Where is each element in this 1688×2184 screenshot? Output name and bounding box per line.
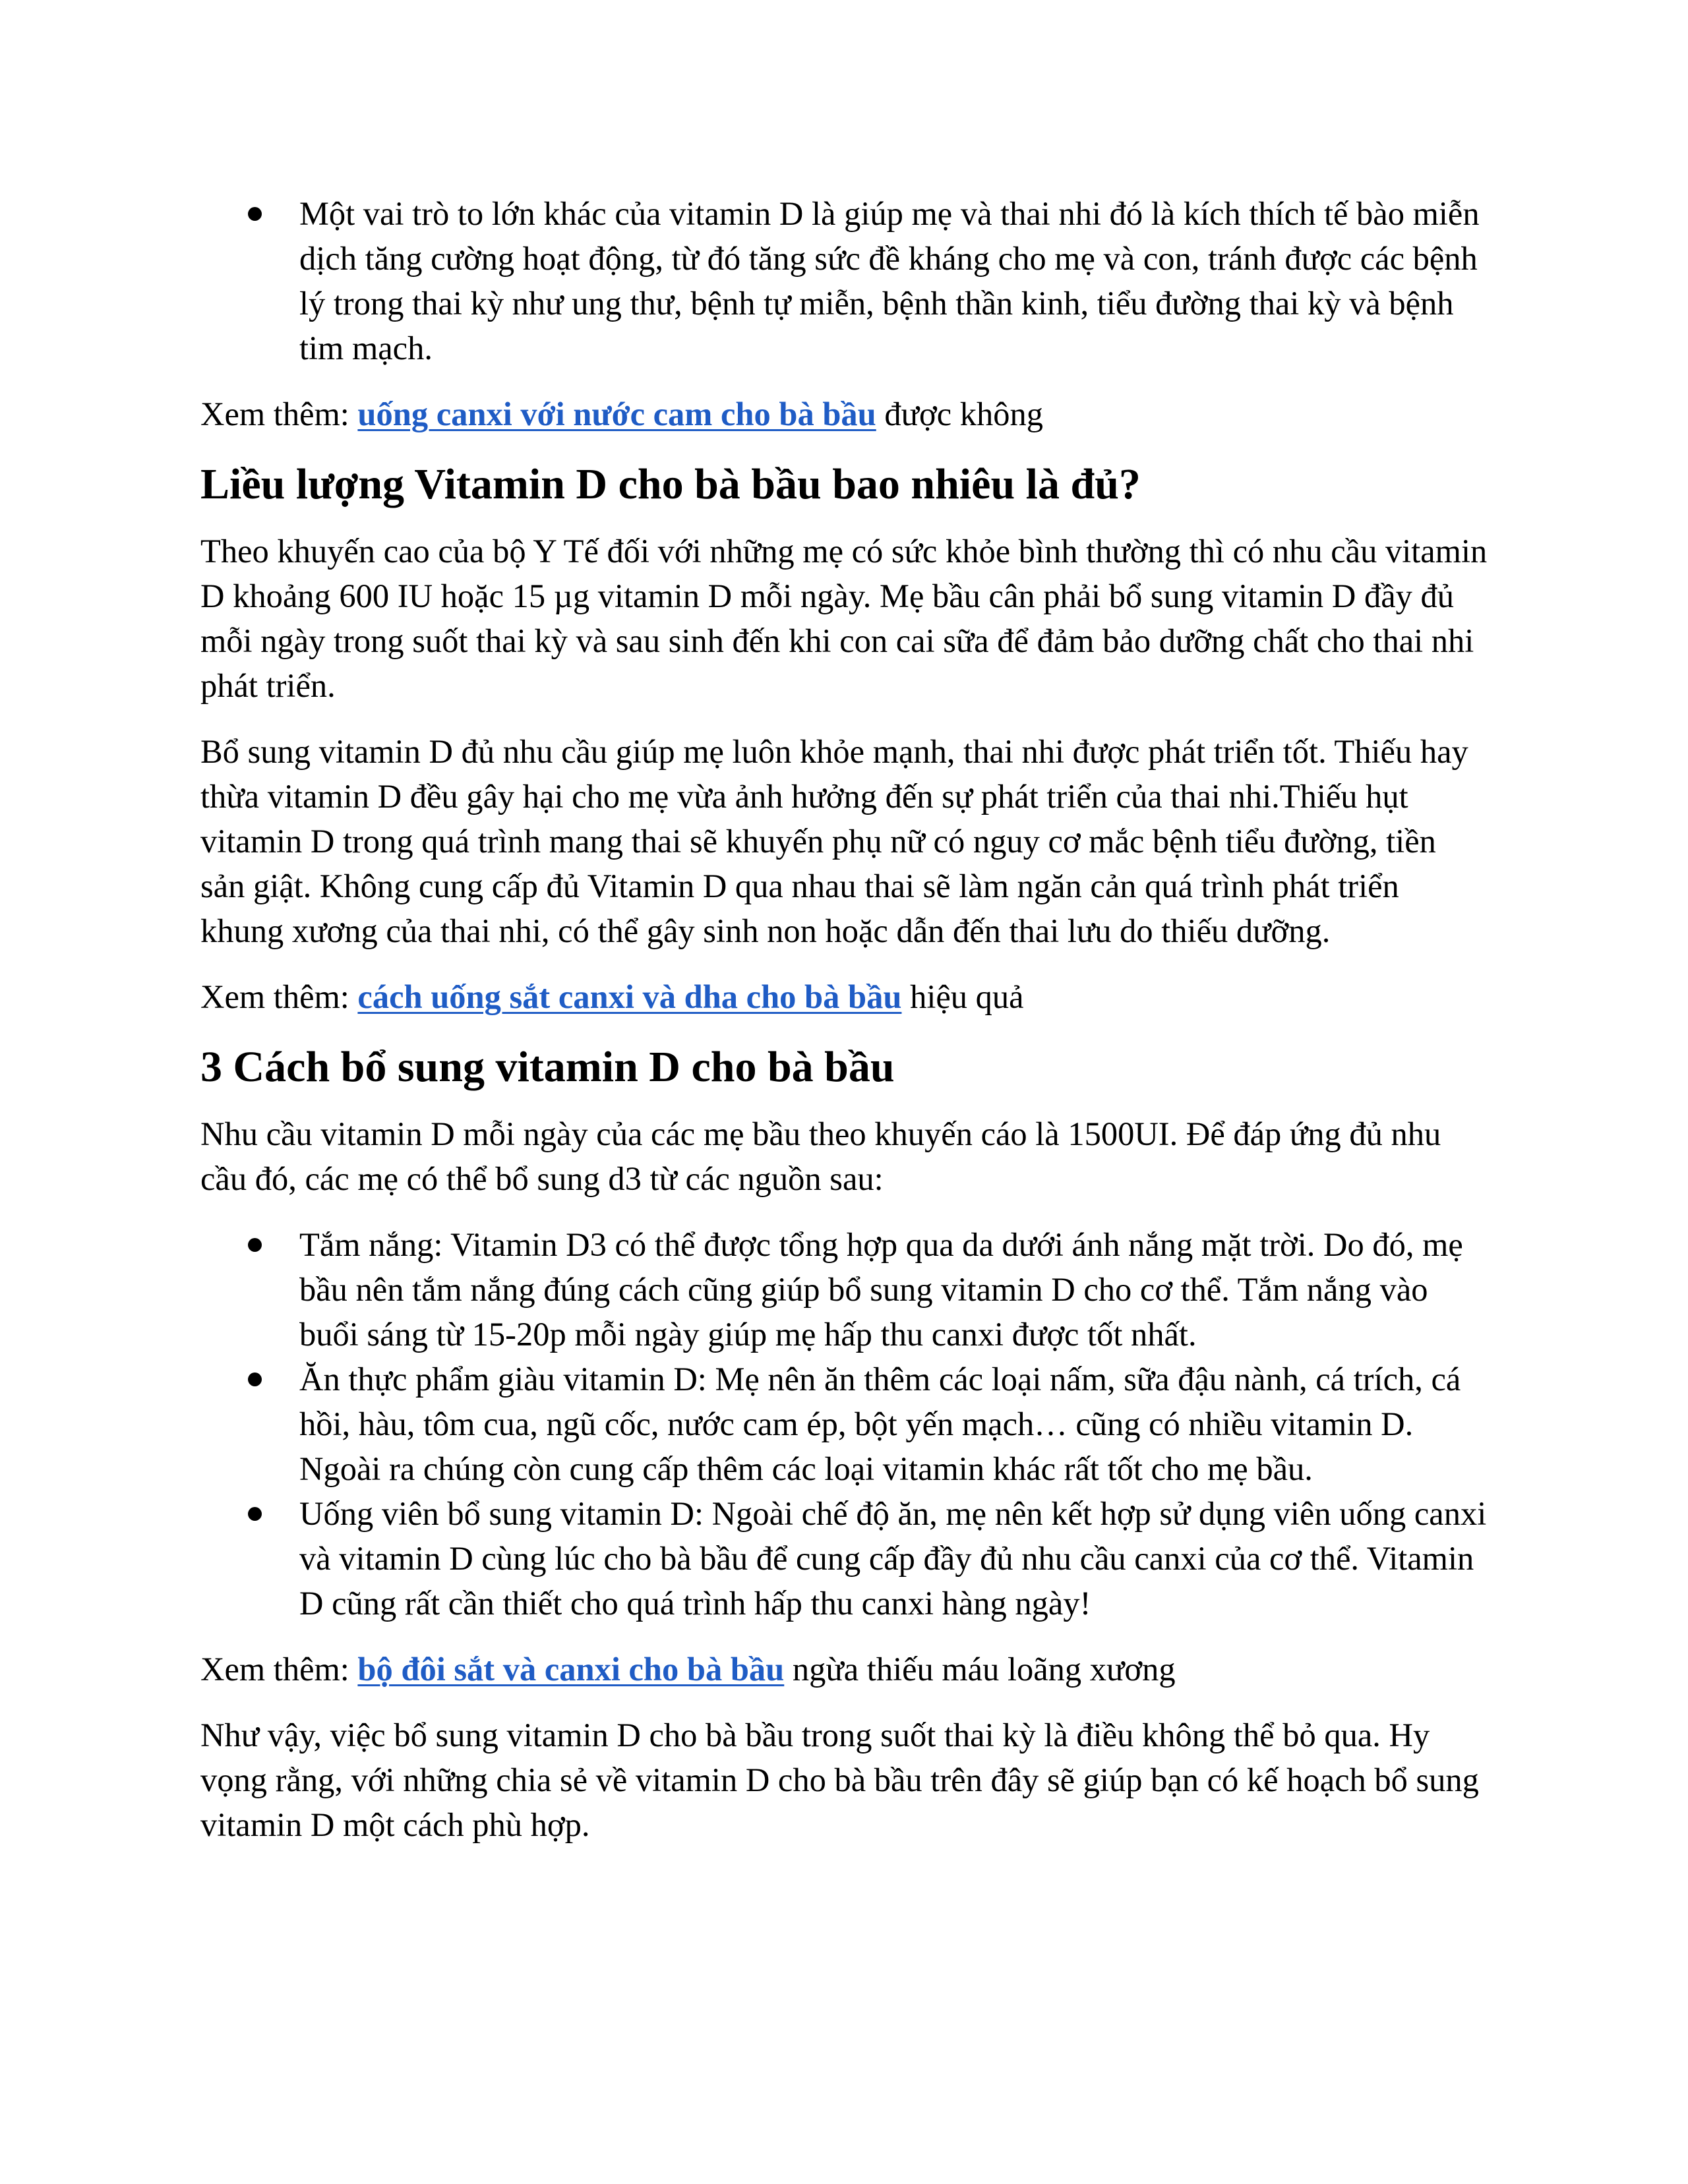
see-more-prefix: Xem thêm: — [200, 1651, 358, 1688]
see-more-link-3[interactable]: bộ đôi sắt và canxi cho bà bầu — [357, 1651, 785, 1688]
list-item — [200, 1491, 1488, 1626]
list-item — [200, 191, 1488, 370]
see-more-suffix: được không — [876, 396, 1043, 432]
see-more-suffix: hiệu quả — [901, 978, 1024, 1015]
see-more-suffix: ngừa thiếu máu loãng xương — [784, 1651, 1176, 1688]
paragraph: Theo khuyến cao của bộ Y Tế đối với những mẹ có sức khỏe bình thường thì có nhu cầu vitamin D khoảng 600 IU hoặc 15 µg vitamin D mỗi ngày. Mẹ bầu cân phải bổ sung vitamin D đầy đủ mỗi ngày trong suốt thai kỳ và sau sinh đến khi con cai sữa để đảm bảo dưỡng chất cho thai nhi phát triển. — [200, 533, 1488, 704]
see-more-prefix: Xem thêm: — [200, 396, 358, 432]
bullet-icon — [248, 207, 262, 221]
paragraph: Nhu cầu vitamin D mỗi ngày của các mẹ bầu theo khuyến cáo là 1500UI. Để đáp ứng đủ nhu cầu đó, các mẹ có thể bổ sung d3 từ các nguồn sau: — [200, 1115, 1441, 1197]
section-heading-methods: 3 Cách bổ sung vitamin D cho bà bầu — [200, 1043, 895, 1091]
list-item-text: Tắm nắng: Vitamin D3 có thể được tổng hợp qua da dưới ánh nắng mặt trời. Do đó, mẹ bầu nên tắm nắng đúng cách cũng giúp bổ sung vitamin D cho cơ thể. Tắm nắng vào buổi sáng từ 15-20p mỗi ngày giúp mẹ hấp thu canxi được tốt nhất. — [299, 1226, 1463, 1353]
bullet-icon — [248, 1372, 262, 1386]
see-more-prefix: Xem thêm: — [200, 978, 358, 1015]
section-heading-dosage: Liều lượng Vitamin D cho bà bầu bao nhiêu là đủ? — [200, 460, 1141, 508]
list-item-text: Ăn thực phẩm giàu vitamin D: Mẹ nên ăn thêm các loại nấm, sữa đậu nành, cá trích, cá hồi, hàu, tôm cua, ngũ cốc, nước cam ép, bột yến mạch… cũng có nhiều vitamin D. Ngoài ra chúng còn cung cấp thêm các loại vitamin khác rất tốt cho mẹ bầu. — [299, 1361, 1461, 1487]
top-bullet-list — [200, 191, 1488, 370]
see-more-link-2[interactable]: cách uống sắt canxi và dha cho bà bầu — [357, 978, 902, 1015]
list-item-text: Uống viên bổ sung vitamin D: Ngoài chế độ ăn, mẹ nên kết hợp sử dụng viên uống canxi và vitamin D cùng lúc cho bà bầu để cung cấp đầy đủ nhu cầu canxi của cơ thể. Vitamin D cũng rất cần thiết cho quá trình hấp thu canxi hàng ngày! — [299, 1495, 1487, 1622]
bullet-icon — [248, 1507, 262, 1521]
method-bullet-list — [200, 1222, 1488, 1626]
list-item-text: Một vai trò to lớn khác của vitamin D là giúp mẹ và thai nhi đó là kích thích tế bào miễn dịch tăng cường hoạt động, từ đó tăng sức đề kháng cho mẹ và con, tránh được các bệnh lý trong thai kỳ như ung thư, bệnh tự miễn, bệnh thần kinh, tiểu đường thai kỳ và bệnh tim mạch. — [299, 195, 1480, 367]
see-more-line-2 — [200, 974, 1488, 1019]
paragraph: Bổ sung vitamin D đủ nhu cầu giúp mẹ luôn khỏe mạnh, thai nhi được phát triển tốt. Thiếu hay thừa vitamin D đều gây hại cho mẹ vừa ảnh hưởng đến sự phát triển của thai nhi.Thiếu hụt vitamin D trong quá trình mang thai sẽ khuyến phụ nữ có nguy cơ mắc bệnh tiểu đường, tiền sản giật. Không cung cấp đủ Vitamin D qua nhau thai sẽ làm ngăn cản quá trình phát triển khung xương của thai nhi, có thể gây sinh non hoặc dẫn đến thai lưu do thiếu dưỡng. — [200, 733, 1468, 949]
see-more-line-3 — [200, 1647, 1488, 1692]
see-more-line-1 — [200, 392, 1488, 436]
closing-paragraph: Như vậy, việc bổ sung vitamin D cho bà bầu trong suốt thai kỳ là điều không thể bỏ qua. Hy vọng rằng, với những chia sẻ về vitamin D cho bà bầu trên đây sẽ giúp bạn có kế hoạch bổ sung vitamin D một cách phù hợp. — [200, 1717, 1479, 1843]
list-item — [200, 1357, 1488, 1491]
bullet-icon — [248, 1238, 262, 1252]
see-more-link-1[interactable]: uống canxi với nước cam cho bà bầu — [357, 396, 876, 432]
list-item — [200, 1222, 1488, 1357]
